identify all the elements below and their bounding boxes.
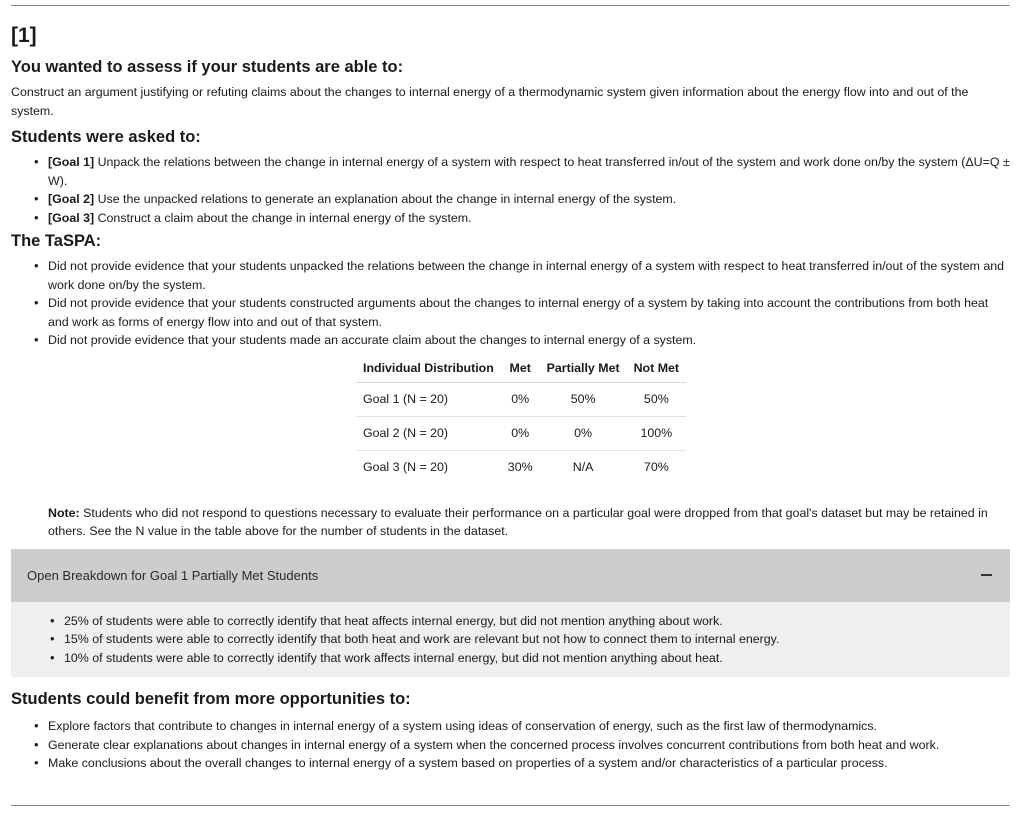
top-divider bbox=[11, 5, 1010, 6]
goal-text: Unpack the relations between the change in internal energy of a system with respect to heat transferred in/out of the system and work done on/by the system (ΔU=Q ± W). bbox=[48, 155, 1010, 188]
table-cell: 50% bbox=[627, 382, 686, 416]
taspa-heading: The TaSPA: bbox=[11, 232, 102, 250]
table-cell: 0% bbox=[501, 382, 540, 416]
breakdown-list bbox=[27, 612, 1010, 668]
table-row bbox=[356, 416, 686, 450]
col-header-met: Met bbox=[501, 355, 540, 383]
note-text: Students who did not respond to questions necessary to evaluate their performance on a particular goal were dropped from that goal's dataset but may be retained in others. See the N value in the table above for the number of students in the dataset. bbox=[48, 505, 988, 538]
table-cell: 0% bbox=[501, 416, 540, 450]
table-cell: Goal 2 (N = 20) bbox=[356, 416, 501, 450]
table-row bbox=[356, 382, 686, 416]
list-item: • 25% of students were able to correctly identify that heat affects internal energy, but did not mention anything about work. bbox=[64, 612, 1010, 631]
asked-heading: Students were asked to: bbox=[11, 128, 201, 146]
table-cell: 50% bbox=[540, 382, 627, 416]
goal-tag: [Goal 2] bbox=[48, 192, 95, 206]
minus-icon[interactable] bbox=[978, 565, 994, 585]
list-item: • Explore factors that contribute to changes in internal energy of a system using ideas of conservation of energy, such as the first law of thermodynamics. bbox=[48, 717, 1010, 736]
list-item: • Did not provide evidence that your students unpacked the relations between the change in internal energy of a system with respect to heat transferred in/out of the system and work done on/by the system. bbox=[48, 257, 1010, 294]
goal-tag: [Goal 3] bbox=[48, 210, 95, 225]
taspa-list bbox=[11, 257, 1010, 350]
goals-list bbox=[11, 153, 1010, 227]
col-header-not-met: Not Met bbox=[627, 355, 686, 383]
table-cell: 30% bbox=[507, 460, 533, 474]
assess-text: Construct an argument justifying or refuting claims about the changes to internal energy of a thermodynamic system given information about the energy flow into and out of the system. bbox=[11, 85, 969, 118]
goal-tag: [Goal 1] bbox=[48, 155, 95, 169]
table-cell: N/A bbox=[572, 460, 594, 474]
report-section bbox=[11, 22, 1010, 773]
benefit-list bbox=[11, 717, 1010, 773]
list-item bbox=[48, 153, 1010, 190]
table-header-row bbox=[356, 355, 686, 383]
distribution-table bbox=[356, 355, 686, 484]
list-item: • Make conclusions about the overall changes to internal energy of a system based on properties of a system and/or characteristics of a particular process. bbox=[48, 754, 1010, 773]
table-cell: Goal 1 (N = 20) bbox=[356, 382, 501, 416]
table-row bbox=[356, 450, 686, 484]
table-cell: Goal 3 (N = 20) bbox=[363, 460, 449, 474]
dataset-note bbox=[48, 504, 1010, 541]
benefit-heading: Students could benefit from more opportunities to: bbox=[11, 690, 411, 708]
section-number: [1] bbox=[11, 24, 37, 47]
list-item: • 10% of students were able to correctly identify that work affects internal energy, but did not mention anything about heat. bbox=[64, 649, 1010, 668]
goal-text: Construct a claim about the change in internal energy of the system. bbox=[94, 210, 472, 225]
bottom-divider bbox=[11, 805, 1010, 806]
breakdown-title: Open Breakdown for Goal 1 Partially Met Students bbox=[27, 567, 319, 583]
list-item: • 15% of students were able to correctly identify that both heat and work are relevant but not how to connect them to internal energy. bbox=[64, 630, 1010, 649]
col-header-distribution: Individual Distribution bbox=[356, 355, 501, 383]
breakdown-accordion-header[interactable] bbox=[11, 549, 1010, 602]
list-item: • Generate clear explanations about changes in internal energy of a system when the concerned process involves concurrent contributions from both heat and work. bbox=[48, 736, 1010, 755]
table-cell: 0% bbox=[540, 416, 627, 450]
col-header-partially-met: Partially Met bbox=[540, 355, 627, 383]
list-item: • Did not provide evidence that your students made an accurate claim about the changes to internal energy of a system. bbox=[48, 331, 1010, 350]
note-label: Note: bbox=[48, 505, 80, 520]
list-item bbox=[48, 190, 1010, 209]
breakdown-accordion-body bbox=[11, 602, 1010, 678]
table-cell: 100% bbox=[627, 416, 686, 450]
goal-text: Use the unpacked relations to generate an explanation about the change in internal energy of the system. bbox=[94, 192, 677, 206]
list-item bbox=[48, 209, 1010, 228]
table-cell: 70% bbox=[643, 460, 669, 474]
assess-heading: You wanted to assess if your students are able to: bbox=[11, 58, 404, 76]
list-item: • Did not provide evidence that your students constructed arguments about the changes to internal energy of a system by taking into account the contributions from both heat and work as forms of energy flow into and out of that system. bbox=[48, 294, 1010, 331]
